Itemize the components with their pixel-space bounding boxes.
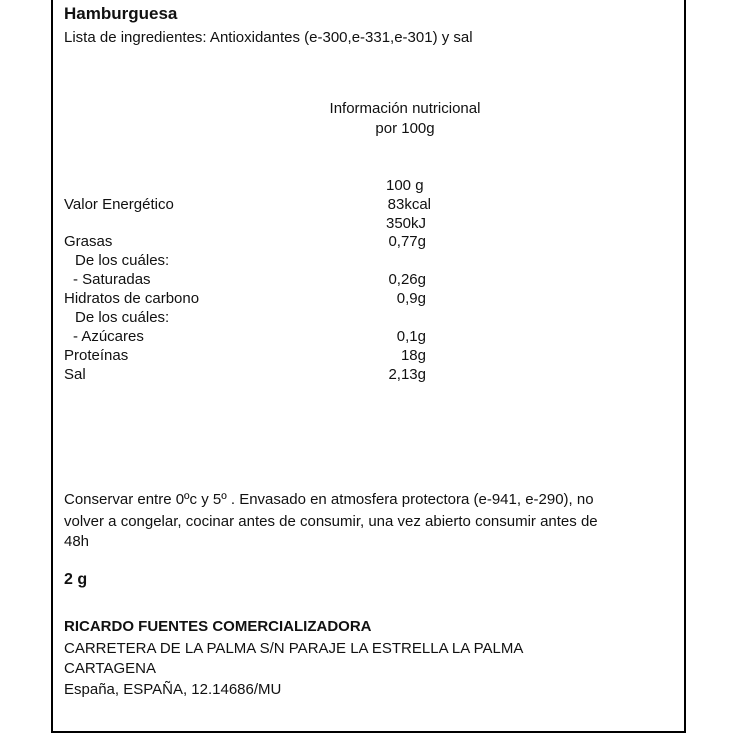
nutrition-header-per: por 100g — [375, 120, 435, 137]
nutrient-value: 0,9g — [396, 290, 426, 307]
storage-text: Conservar entre 0ºc y 5º . Envasado en atmosfera protectora (e-941, e-290), no — [64, 491, 594, 508]
nutrient-value: 0,77g — [388, 233, 426, 250]
nutrient-label: - Saturadas — [73, 271, 151, 288]
nutrient-label: Sal — [64, 366, 86, 383]
net-weight: 2 g — [64, 571, 88, 588]
nutrient-label: De los cuáles: — [75, 252, 170, 269]
nutrition-header: Información nutricional — [329, 100, 481, 117]
nutrient-label: Hidratos de carbono — [64, 290, 200, 307]
company-address: CARRETERA DE LA PALMA S/N PARAJE LA ESTRELLA LA PALMA — [64, 640, 524, 657]
company-city: CARTAGENA — [64, 660, 156, 677]
energy-kcal: 83kcal — [387, 196, 431, 213]
company-name: RICARDO FUENTES COMERCIALIZADORA — [64, 618, 372, 635]
nutrient-value: 0,26g — [388, 271, 426, 288]
nutrient-label: Proteínas — [64, 347, 129, 364]
company-registry: España, ESPAÑA, 12.14686/MU — [64, 681, 282, 698]
nutrient-label: De los cuáles: — [75, 309, 170, 326]
storage-text: 48h — [64, 533, 90, 550]
nutrient-value: 2,13g — [388, 366, 426, 383]
product-title: Hamburguesa — [64, 4, 178, 23]
column-label: 100 g — [386, 177, 424, 194]
nutrient-label: Grasas — [64, 233, 113, 250]
nutrient-value: 18g — [400, 347, 426, 364]
energy-kj: 350kJ — [386, 215, 427, 232]
storage-text: volver a congelar, cocinar antes de consumir, una vez abierto consumir antes de — [64, 513, 598, 530]
nutrient-value: 0,1g — [396, 328, 426, 345]
energy-label: Valor Energético — [64, 196, 174, 213]
nutrient-label: - Azúcares — [73, 328, 144, 345]
ingredients-list: Lista de ingredientes: Antioxidantes (e-300,e-331,e-301) y sal — [64, 29, 473, 46]
